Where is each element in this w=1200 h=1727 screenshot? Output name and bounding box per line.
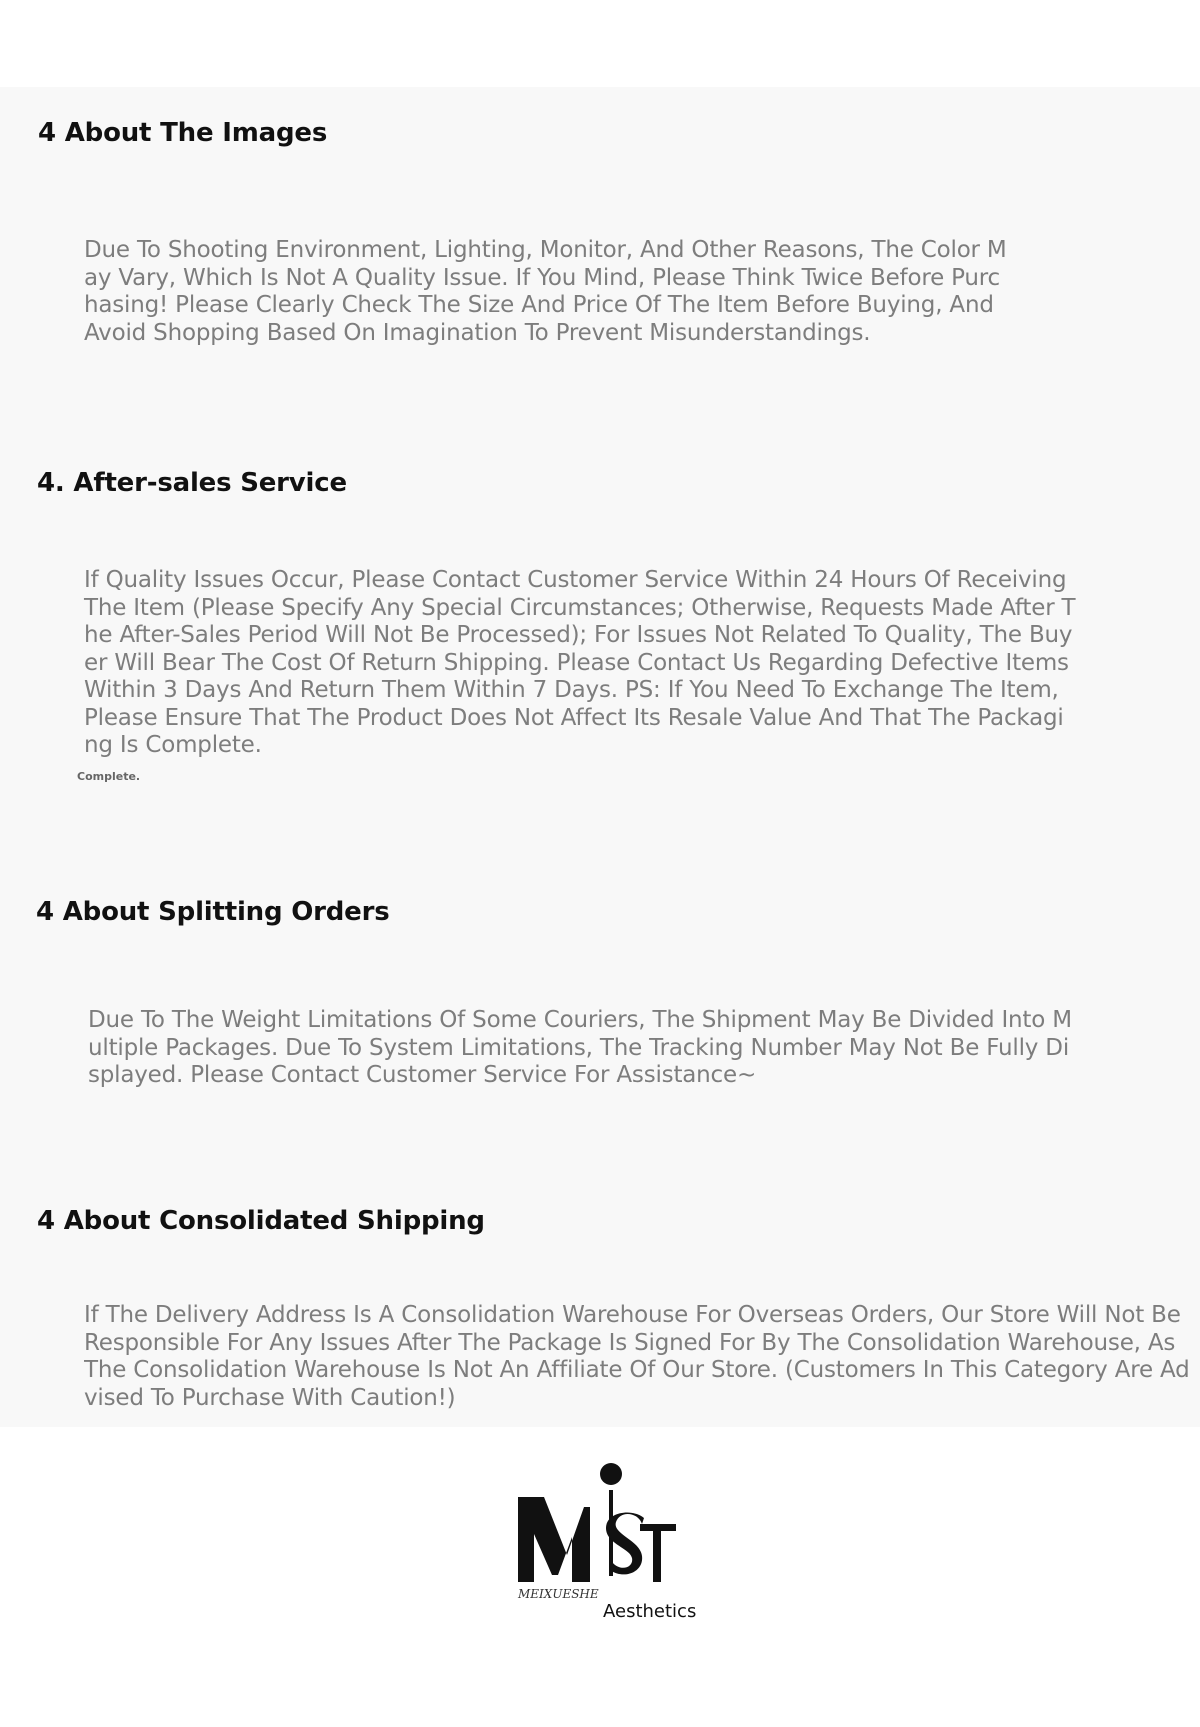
- brand-tagline: Aesthetics: [603, 1601, 697, 1622]
- section-heading-after-sales: 4. After-sales Service: [37, 468, 347, 498]
- section-body-images: Due To Shooting Environment, Lighting, Monitor, And Other Reasons, The Color May Vary, Which Is Not A Quality Issue. If You Mind, Please Think Twice Before Purchasing! Please Clearly Check The Size And Price Of The Item Before Buying, And Avoid Shopping Based On Imagination To Prevent Misunderstandings.: [84, 237, 1007, 346]
- brand-logo-text: MEIXUESHE: [518, 1587, 599, 1601]
- section-heading-splitting-orders: 4 About Splitting Orders: [36, 897, 390, 927]
- section-note-complete: Complete.: [77, 770, 141, 783]
- section-heading-consolidated-shipping: 4 About Consolidated Shipping: [37, 1206, 485, 1236]
- brand-logo: [512, 1462, 688, 1602]
- section-body-splitting-orders: Due To The Weight Limitations Of Some Couriers, The Shipment May Be Divided Into Multiple Packages. Due To System Limitations, The Tracking Number May Not Be Fully Displayed. Please Contact Customer Service For Assistance~: [88, 1007, 1072, 1088]
- section-heading-images: 4 About The Images: [38, 118, 328, 148]
- section-body-consolidated-shipping: If The Delivery Address Is A Consolidation Warehouse For Overseas Orders, Our Store Will Not Be Responsible For Any Issues After The Package Is Signed For By The Consolidation Warehouse, As The Consolidation Warehouse Is Not An Affiliate Of Our Store. (Customers In This Category Are Advised To Purchase With Caution!): [84, 1302, 1190, 1411]
- section-body-after-sales: If Quality Issues Occur, Please Contact Customer Service Within 24 Hours Of Receiving The Item (Please Specify Any Special Circumstances; Otherwise, Requests Made After The After-Sales Period Will Not Be Processed); For Issues Not Related To Quality, The Buyer Will Bear The Cost Of Return Shipping. Please Contact Us Regarding Defective Items Within 3 Days And Return Them Within 7 Days. PS: If You Need To Exchange The Item, Please Ensure That The Product Does Not Affect Its Resale Value And That The Packaging Is Complete.: [84, 567, 1076, 758]
